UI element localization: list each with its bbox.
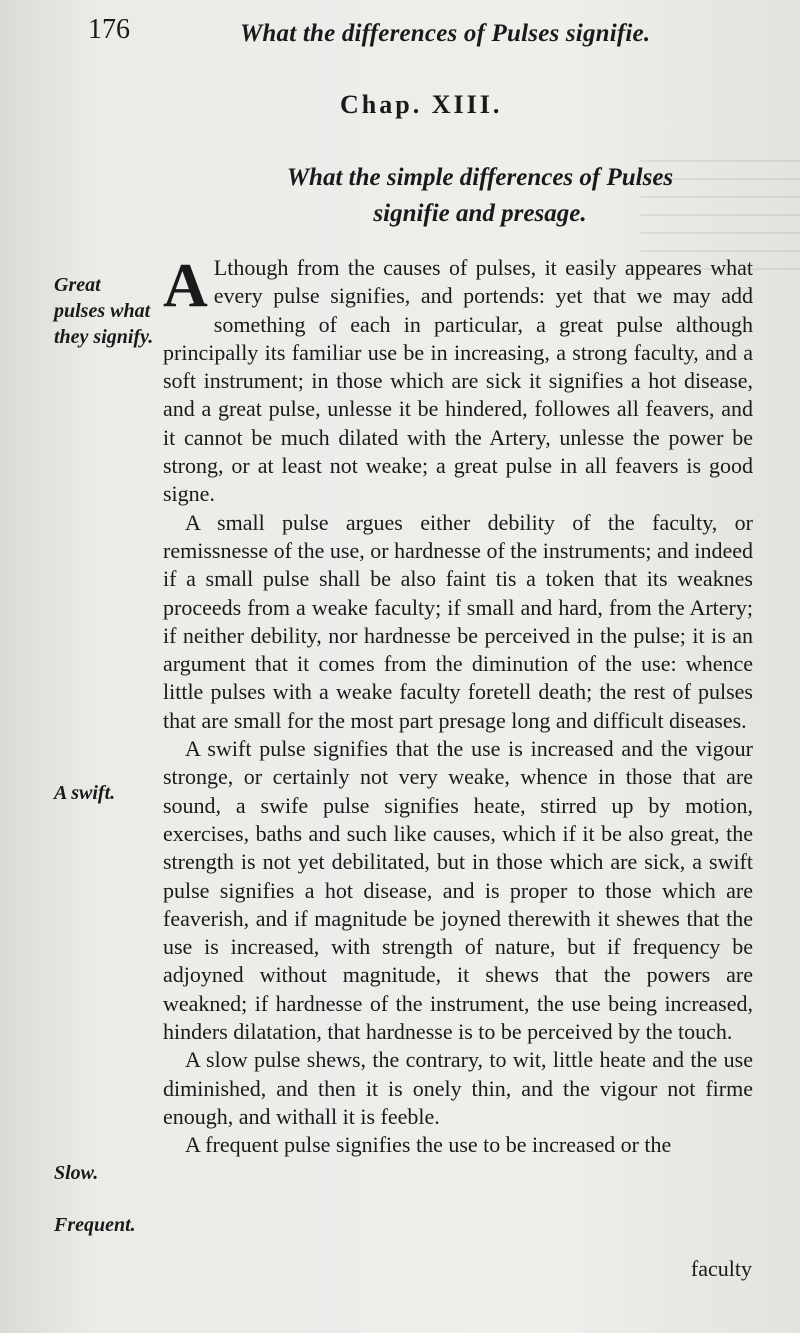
drop-cap: A bbox=[163, 252, 208, 320]
chapter-title bbox=[240, 160, 720, 232]
margin-note-swift: A swift. bbox=[54, 782, 116, 804]
paragraph-great bbox=[163, 254, 753, 509]
paragraph-small: A small pulse argues either debility of the faculty, or remissnesse of the use, or hardnesse of the instruments; and indeed if a small pulse shall be also faint tis a token that its weaknes proceeds from a weake faculty; if small and hard, from the Artery; if neither debility, nor hardnesse be perceived in the pulse; it is an argument that it comes from the diminution of the use: whence little pulses with a weake faculty foretell death; the rest of pulses that are small for the most part presage long and difficult diseases. bbox=[163, 509, 753, 733]
chapter-title-line-1: What the simple differences of Pulses bbox=[286, 164, 674, 191]
body-text bbox=[163, 254, 753, 1160]
page-number: 176 bbox=[88, 14, 130, 45]
margin-note-slow: Slow. bbox=[54, 1162, 99, 1184]
margin-note-great: Great pulses what they signify. bbox=[54, 274, 154, 348]
margin-note-frequent: Frequent. bbox=[54, 1214, 136, 1236]
paragraph-swift: A swift pulse signifies that the use is increased and the vigour stronge, or certainly not very weake, whence in those that are sound, a swife pulse signifies heate, stirred up by motion, exercises, baths and such like causes, which if it be also great, the strength is not yet debilitated, but in those which are sick, a swift pulse signifies a hot disease, and is proper to those which are feaverish, and if magnitude be joyned therewith it shewes that the use is increased, with strength of nature, but if frequency be adjoyned without magnitude, it shews that the powers are weakned; if hardnesse of the instrument, the use being increased, hinders dilatation, that hardnesse is to be perceived by the touch. bbox=[163, 736, 753, 1045]
paragraph-frequent: A frequent pulse signifies the use to be increased or the bbox=[185, 1132, 672, 1158]
catchword: faculty bbox=[690, 1256, 752, 1281]
running-head bbox=[88, 14, 770, 54]
running-title: What the differences of Pulses signifie. bbox=[240, 20, 651, 47]
paragraph-great-text: Lthough from the causes of pulses, it easily appeares what every pulse signifies, and portends: yet that we may add something of each in particular, a great pulse although principally its familiar use be in increasing, a strong faculty, and a soft instrument; in those which are sick it signifies a hot disease, and a great pulse, unlesse it be hindered, followes all feavers, and it cannot be much dilated with the Artery, unlesse the power be strong, or at least not weake; a great pulse in all feavers is good signe. bbox=[163, 255, 753, 507]
paragraph-slow: A slow pulse shews, the contrary, to wit, little heate and the use diminished, and then it is onely thin, and the vigour not firme enough, and withall it is feeble. bbox=[163, 1047, 753, 1129]
chapter-title-line-2: signifie and presage. bbox=[373, 200, 587, 227]
chapter-heading: Chap. XIII. bbox=[340, 90, 503, 119]
